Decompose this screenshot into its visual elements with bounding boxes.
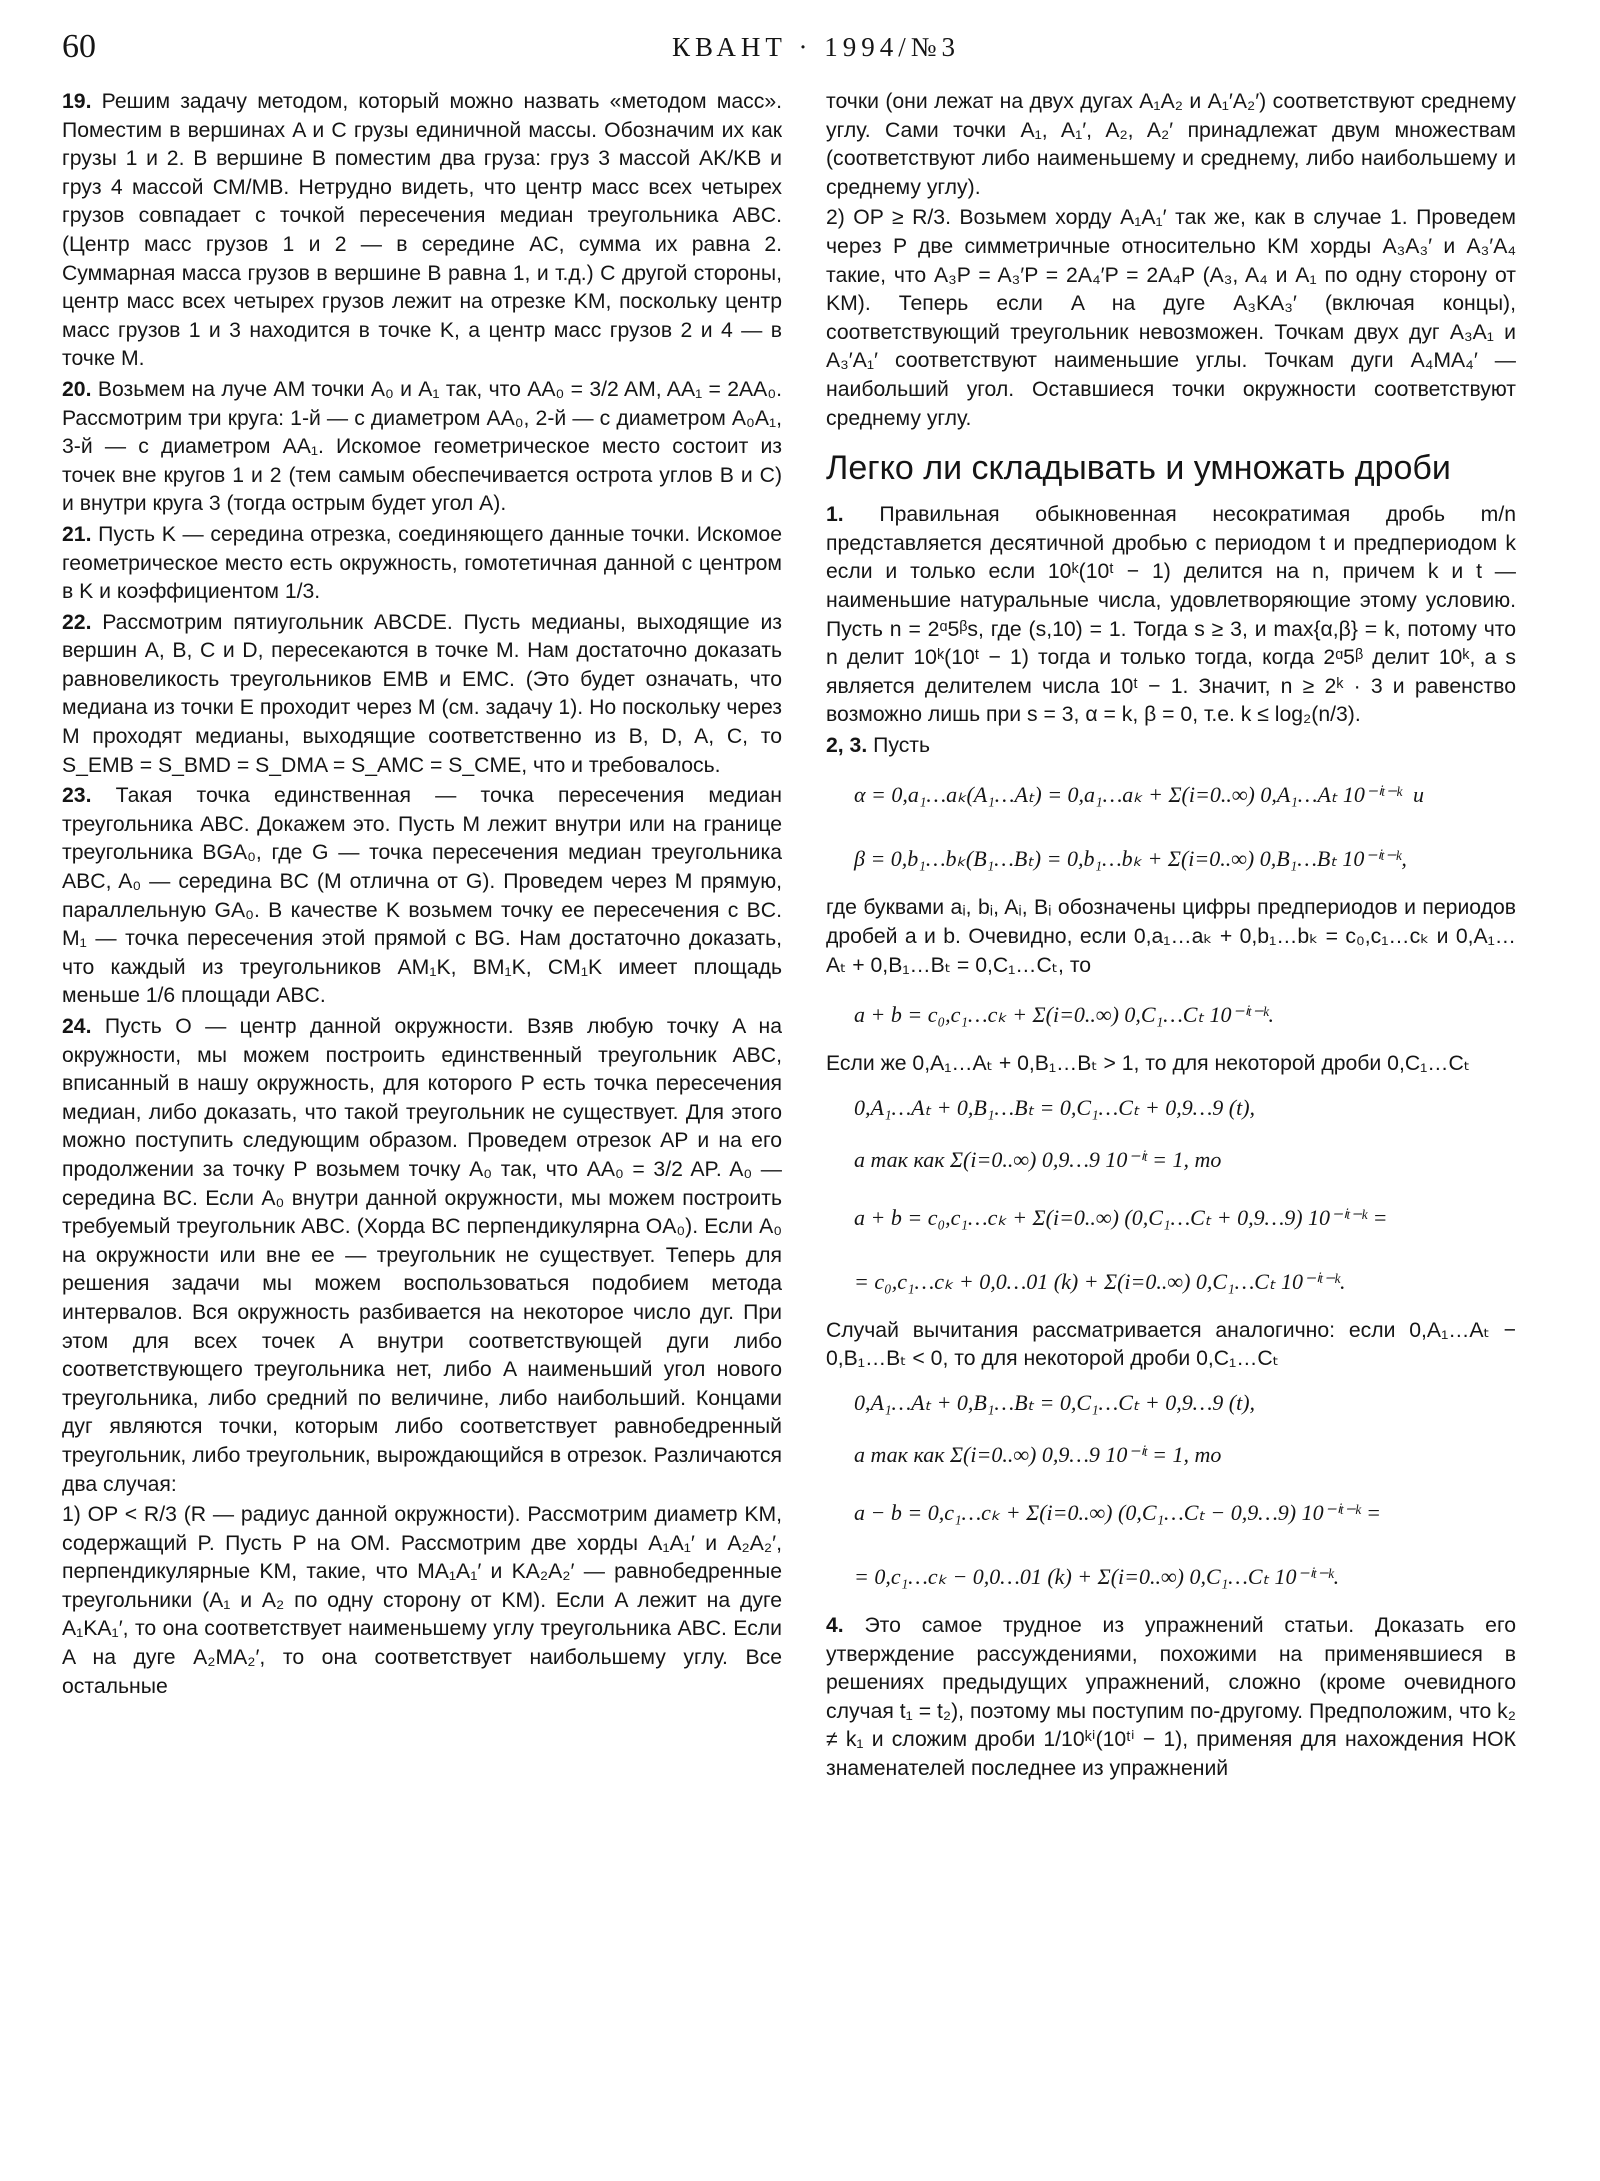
- formula-add-carry: 0,A₁…Aₜ + 0,B₁…Bₜ = 0,C₁…Cₜ + 0,9…9 (t),: [854, 1094, 1256, 1120]
- right-column: [826, 88, 1516, 2163]
- fractions-text-d: Если же 0,A₁…Aₜ + 0,B₁…Bₜ > 1, то для некоторой дроби 0,C₁…Cₜ: [826, 1052, 1471, 1076]
- page-number: 60: [62, 28, 96, 65]
- formula-sub-carry: 0,A₁…Aₜ + 0,B₁…Bₜ = 0,C₁…Cₜ + 0,9…9 (t),: [854, 1390, 1256, 1416]
- solution-21: 21. Пусть K — середина отрезка, соединяющего данные точки. Искомое геометрическое место есть окружность, гомотетичная данной с центром в K и коэффициентом 1/3.: [62, 522, 782, 604]
- formula-add-result: = c₀,c₁…cₖ + 0,0…01 (k) + Σ(i=0..∞) 0,C₁…Cₜ 10⁻ⁱᵗ⁻ᵏ.: [854, 1268, 1346, 1294]
- solution-24: 24. Пусть O — центр данной окружности. Взяв любую точку A на окружности, мы можем построить единственный треугольник ABC, вписанный в нашу окружность, для которого P есть точка пересечения медиан, либо доказать, что такой треугольник не существует. Для этого можно поступить следующим образом. Проведем отрезок AP и на его продолжении за точку P возьмем точку A₀ так, что AA₀ = 3/2 AP. A₀ — середина BC. Если A₀ внутри данной окружности, мы можем построить требуемый треугольник ABC. (Хорда BC перпендикулярна OA₀). Если A₀ на окружности или вне ее — треугольник не существует. Теперь для решения задачи мы можем воспользоваться подобием метода интервалов. Вся окружность разбивается на некоторое число дуг. При этом для всех точек A внутри соответствующей дуги либо соответствующего треугольника нет, либо A наименьший угол нового треугольника, либо средний по величине, либо наибольший. Концами дуг являются точки, которым либо соответствует равнобедренный треугольник, либо треугольник, вырождающийся в отрезок. Различаются два случая:: [62, 1015, 782, 1496]
- fractions-solution-2-3: 2, 3. Пусть: [826, 733, 931, 757]
- section-heading: Легко ли складывать и умножать дроби: [826, 449, 1451, 488]
- solution-24-continued: точки (они лежат на двух дугах A₁A₂ и A₁′A₂′) соответствуют среднему углу. Сами точки A₁, A₁′, A₂, A₂′ принадлежат двум множествам (соответствуют либо наименьшему и среднему, либо наибольшему и среднему углу).: [826, 90, 1516, 199]
- solution-20: 20. Возьмем на луче AM точки A₀ и A₁ так, что AA₀ = 3/2 AM, AA₁ = 2AA₀. Рассмотрим три круга: 1-й — с диаметром AA₀, 2-й — с диаметром A₀A₁, 3-й — с диаметром AA₁. Искомое геометрическое место состоит из точек вне кругов 1 и 2 (тем самым обеспечивается острота углов B и C) и внутри круга 3 (тогда острым будет угол A).: [62, 377, 782, 516]
- formula-alpha: α = 0,a₁…aₖ(A₁…Aₜ) = 0,a₁…aₖ + Σ(i=0..∞) 0,A₁…Aₜ 10⁻ⁱᵗ⁻ᵏ и: [854, 782, 1424, 808]
- fractions-text-f: Случай вычитания рассматривается аналогично: если 0,A₁…Aₜ − 0,B₁…Bₜ < 0, то для некоторой дроби 0,C₁…Cₜ: [826, 1318, 1516, 1371]
- formula-sub-series: а так как Σ(i=0..∞) 0,9…9 10⁻ⁱᵗ = 1, то: [854, 1442, 1222, 1468]
- page-header: [62, 28, 1542, 74]
- solution-22: 22. Рассмотрим пятиугольник ABCDE. Пусть медианы, выходящие из вершин A, B, C и D, пересекаются в точке M. Нам достаточно доказать равновеликость треугольников EMB и EMC. (Это будет означать, что медиана из точки E проходит через M (см. задачу 1). Но поскольку через M проходят медианы, выходящие соответственно из B, D, A, C, то S_EMB = S_BMD = S_DMA = S_AMC = S_CME, что и требовалось.: [62, 610, 782, 777]
- solution-24-case-2: 2) OP ≥ R/3. Возьмем хорду A₁A₁′ так же, как в случае 1. Проведем через P две симметричные относительно KM хорды A₃A₃′ и A₃′A₄ такие, что A₃P = A₃′P = 2A₄′P = 2A₄P (A₃, A₄ и A₁ по одну сторону от KM). Теперь если A на дуге A₃KA₃′ (включая концы), соответствующий треугольник невозможен. Точкам двух дуг A₃A₁ и A₃′A₁′ соответствуют наименьшие углы. Точкам дуги A₄MA₄′ — наибольший угол. Оставшиеся точки окружности соответствуют среднему углу.: [826, 206, 1516, 430]
- formula-beta: β = 0,b₁…bₖ(B₁…Bₜ) = 0,b₁…bₖ + Σ(i=0..∞) 0,B₁…Bₜ 10⁻ⁱᵗ⁻ᵏ,: [854, 846, 1407, 872]
- formula-add-series: а так как Σ(i=0..∞) 0,9…9 10⁻ⁱᵗ = 1, то: [854, 1146, 1222, 1172]
- running-head: КВАНТ · 1994/№3: [672, 32, 961, 62]
- formula-add-expand: a + b = c₀,c₁…cₖ + Σ(i=0..∞) (0,C₁…Cₜ + 0,9…9) 10⁻ⁱᵗ⁻ᵏ =: [854, 1204, 1388, 1230]
- left-column: [62, 88, 782, 2163]
- formula-sub-expand: a − b = 0,c₁…cₖ + Σ(i=0..∞) (0,C₁…Cₜ − 0,9…9) 10⁻ⁱᵗ⁻ᵏ =: [854, 1500, 1382, 1526]
- formula-sub-result: = 0,c₁…cₖ − 0,0…01 (k) + Σ(i=0..∞) 0,C₁…Cₜ 10⁻ⁱᵗ⁻ᵏ.: [854, 1564, 1340, 1590]
- solution-24-case-1: 1) OP < R/3 (R — радиус данной окружности). Рассмотрим диаметр KM, содержащий P. Пусть P на OM. Рассмотрим две хорды A₁A₁′ и A₂A₂′, перпендикулярные KM, такие, что MA₁A₁′ и KA₂A₂′ — равнобедренные треугольники (A₁ и A₂ по одну сторону от KM). Если A лежит на дуге A₁KA₁′, то она соответствует наименьшему углу треугольника ABC. Если A на дуге A₂MA₂′, то она соответствует наибольшему углу. Все остальные: [62, 1503, 782, 1698]
- fractions-solution-1: 1. Правильная обыкновенная несократимая дробь m/n представляется десятичной дробью с периодом t и предпериодом k если и только если 10ᵏ(10ᵗ − 1) делится на n, причем k и t — наименьшие натуральные числа, удовлетворяющие этому условию. Пусть n = 2ᵅ5ᵝs, где (s,10) = 1. Тогда s ≥ 3, и max{α,β} = k, потому что n делит 10ᵏ(10ᵗ − 1) тогда и только тогда, когда 2ᵅ5ᵝ делит 10ᵏ, а s является делителем числа 10ᵗ − 1. Значит, n ≥ 2ᵏ · 3 и равенство возможно лишь при s = 3, α = k, β = 0, т.е. k ≤ log₂(n/3).: [826, 503, 1516, 727]
- fractions-solution-4: 4. Это самое трудное из упражнений статьи. Доказать его утверждение рассуждениями, похожими на применявшиеся в решениях предыдущих упражнений, сложно (кроме очевидного случая t₁ = t₂), поэтому мы поступим по-другому. Предположим, что k₂ ≠ k₁ и сложим дроби 1/10ᵏⁱ(10ᵗⁱ − 1), применяя для нахождения НОК знаменателей последнее из упражнений: [826, 1614, 1516, 1780]
- fractions-text-b: где буквами aᵢ, bᵢ, Aᵢ, Bᵢ обозначены цифры предпериодов и периодов дробей a и b. Очевидно, если 0,a₁…aₖ + 0,b₁…bₖ = c₀,c₁…cₖ и 0,A₁…Aₜ + 0,B₁…Bₜ = 0,C₁…Cₜ, то: [826, 896, 1516, 977]
- formula-sum: a + b = c₀,c₁…cₖ + Σ(i=0..∞) 0,C₁…Cₜ 10⁻ⁱᵗ⁻ᵏ.: [854, 1002, 1275, 1028]
- solution-23: 23. Такая точка единственная — точка пересечения медиан треугольника ABC. Докажем это. Пусть M лежит внутри или на границе треугольника BGA₀, где G — точка пересечения медиан треугольника ABC, A₀ — середина BC (M отлична от G). Проведем через M прямую, параллельную GA₀. В качестве K возьмем точку ее пересечения с BC. M₁ — точка пересечения этой прямой с BG. Нам достаточно доказать, что каждый из треугольников AM₁K, BM₁K, CM₁K имеет площадь меньше 1/6 площади ABC.: [62, 784, 782, 1008]
- solution-19: 19. Решим задачу методом, который можно назвать «методом масс». Поместим в вершинах A и C грузы единичной массы. Обозначим их как грузы 1 и 2. В вершине B поместим два груза: груз 3 массой AK/KB и груз 4 массой CM/MB. Нетрудно видеть, что центр масс всех четырех грузов совпадает с точкой пересечения медиан треугольника ABC. (Центр масс грузов 1 и 2 — в середине AC, сумма их равна 2. Суммарная масса грузов в вершине B равна 1, и т.д.) С другой стороны, центр масс всех четырех грузов лежит на отрезке KM, поскольку центр масс грузов 1 и 3 находится в точке K, а центр масс грузов 2 и 4 — в точке M.: [62, 90, 782, 371]
